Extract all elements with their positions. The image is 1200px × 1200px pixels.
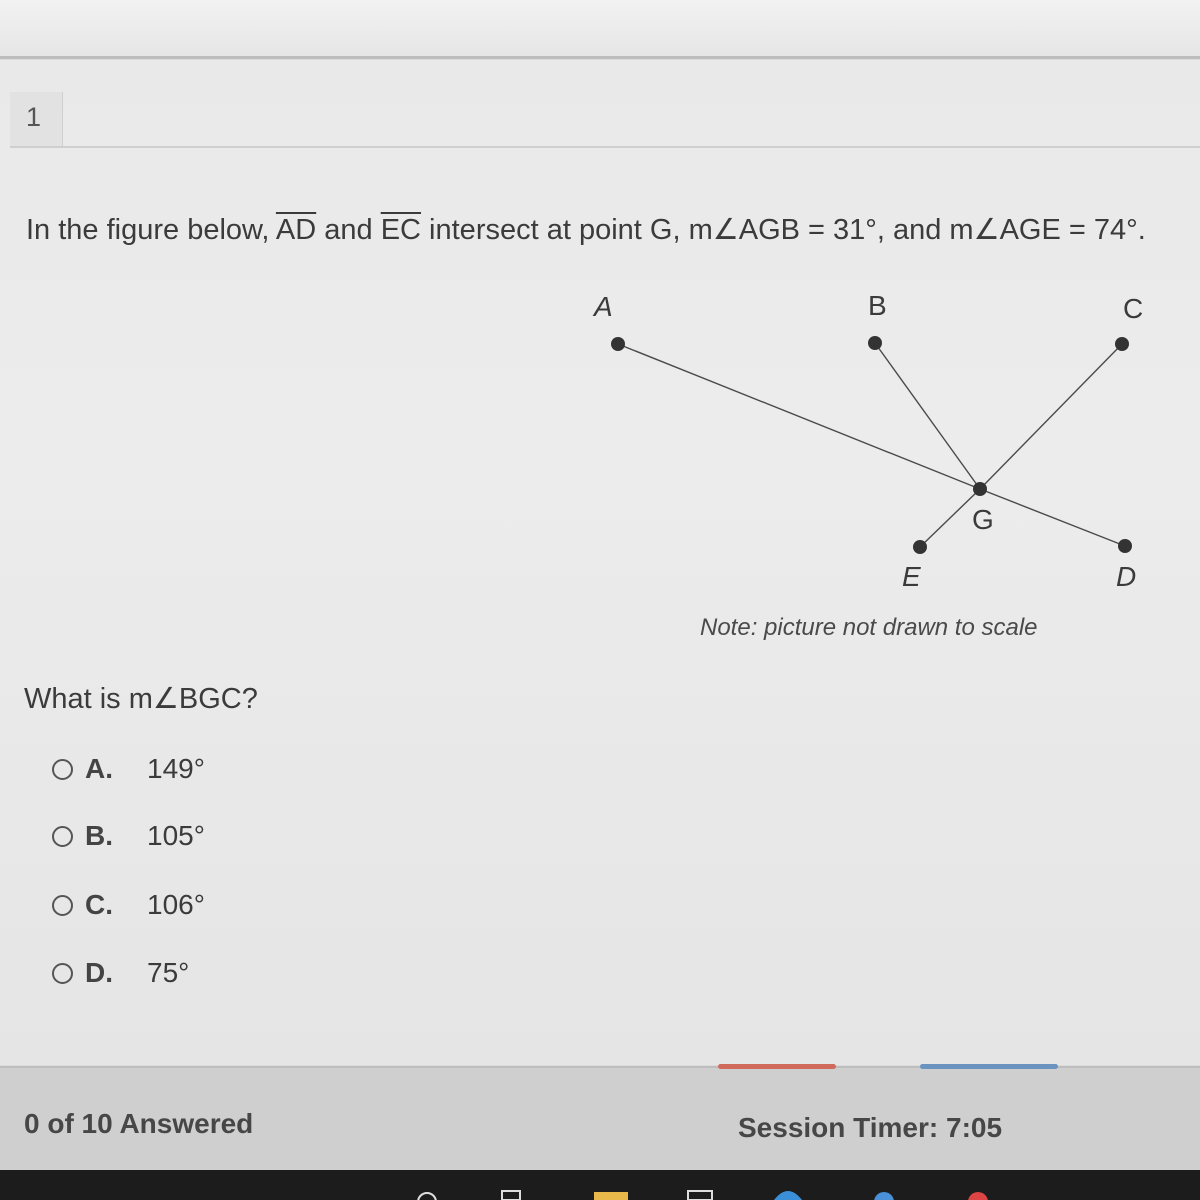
option-letter: D.: [85, 957, 113, 988]
edge-icon[interactable]: [768, 1188, 808, 1200]
ray-gc: [980, 344, 1122, 489]
radio-icon[interactable]: [52, 826, 73, 847]
next-button[interactable]: [920, 1064, 1058, 1069]
option-b[interactable]: [52, 816, 205, 856]
ray-gb: [875, 343, 980, 489]
label-b: B: [868, 290, 887, 321]
question-suffix: intersect at point G, m∠AGB = 31°, and m∠AGE = 74°.: [421, 214, 1146, 246]
ray-ge: [920, 489, 980, 547]
label-e: E: [902, 561, 921, 592]
question-mid: and: [316, 214, 381, 246]
point-d: [1118, 539, 1132, 553]
option-a[interactable]: [52, 749, 205, 789]
option-value: 75°: [147, 957, 190, 988]
folder-icon[interactable]: [592, 1188, 632, 1200]
ray-ga: [618, 344, 980, 489]
geometry-figure: [580, 280, 1180, 600]
chrome-icon[interactable]: [958, 1188, 998, 1200]
label-g: G: [972, 504, 994, 535]
option-value: 149°: [147, 753, 205, 784]
option-letter: A.: [85, 753, 113, 784]
radio-icon[interactable]: [52, 759, 73, 780]
option-letter: B.: [85, 820, 113, 851]
ray-gd: [980, 489, 1125, 546]
question-prefix: In the figure below,: [26, 214, 276, 246]
question-text: [26, 212, 1146, 247]
point-b: [868, 336, 882, 350]
option-letter: C.: [85, 889, 113, 920]
question-number: 1: [26, 102, 42, 132]
point-c: [1115, 337, 1129, 351]
browser-icon[interactable]: [864, 1188, 904, 1200]
label-a: A: [594, 291, 613, 322]
option-value: 105°: [147, 820, 205, 851]
option-c[interactable]: [52, 885, 205, 925]
task-view-icon[interactable]: [498, 1188, 528, 1200]
option-value: 106°: [147, 889, 205, 920]
store-icon[interactable]: [680, 1188, 720, 1200]
segment-ec: $\overline{EC}$: [380, 214, 421, 246]
point-g: [973, 482, 987, 496]
point-a: [611, 337, 625, 351]
label-d: D: [1116, 561, 1137, 592]
label-c: C: [1123, 293, 1144, 324]
point-e: [913, 540, 927, 554]
header-divider: [10, 146, 1200, 148]
radio-icon[interactable]: [52, 963, 73, 984]
session-timer: Session Timer: 7:05: [738, 1112, 1003, 1143]
search-icon[interactable]: [412, 1188, 442, 1200]
scale-note: Note: picture not drawn to scale: [700, 614, 1038, 641]
previous-button[interactable]: [718, 1064, 836, 1069]
radio-icon[interactable]: [52, 895, 73, 916]
option-d[interactable]: [52, 953, 189, 993]
question-prompt: What is m∠BGC?: [24, 683, 258, 715]
browser-top-bar: [0, 0, 1200, 59]
segment-ad: $\overline{AD}$: [275, 214, 317, 246]
answered-count: 0 of 10 Answered: [24, 1108, 254, 1139]
